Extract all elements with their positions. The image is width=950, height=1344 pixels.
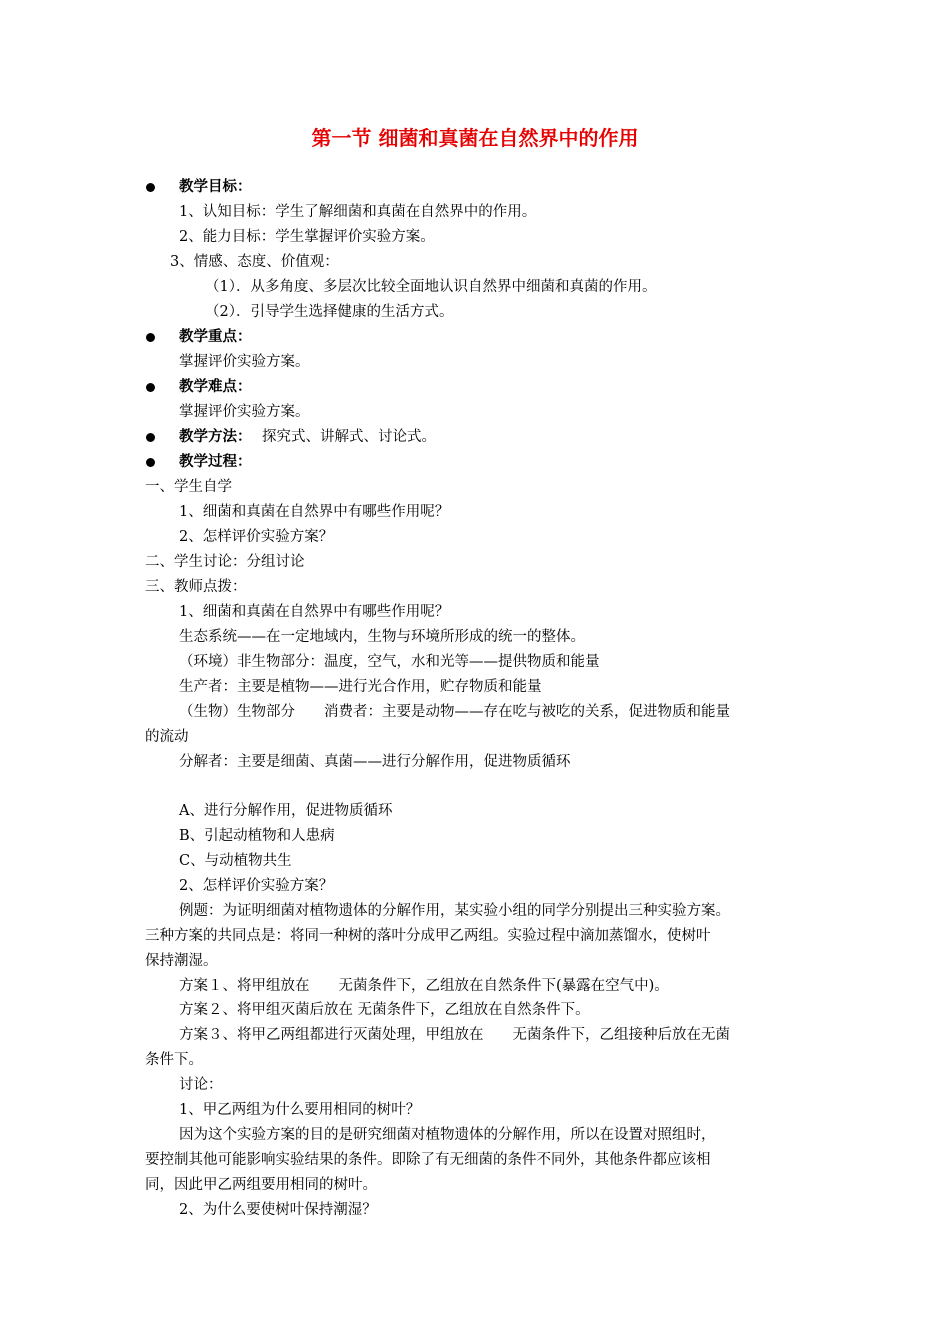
text-line: 掌握评价实验方案。 bbox=[179, 404, 310, 420]
text-line: 二、学生讨论：分组讨论 bbox=[145, 554, 305, 570]
bullet-icon bbox=[146, 383, 155, 392]
text-line: A、进行分解作用，促进物质循环 bbox=[179, 803, 393, 819]
text-line: 的流动 bbox=[145, 729, 189, 745]
section-heading-key-points: 教学重点： bbox=[179, 329, 252, 345]
document-title: 第一节 细菌和真菌在自然界中的作用 bbox=[311, 126, 639, 150]
text-line: 1、细菌和真菌在自然界中有哪些作用呢？ bbox=[179, 504, 450, 520]
text-line: 方案３、将甲乙两组都进行灭菌处理，甲组放在 无菌条件下，乙组接种后放在无菌 bbox=[179, 1027, 730, 1043]
section-heading-methods: 教学方法： bbox=[179, 429, 252, 445]
text-line: C、与动植物共生 bbox=[179, 853, 292, 869]
section-heading-process: 教学过程： bbox=[179, 454, 252, 470]
text-line: 1、甲乙两组为什么要用相同的树叶？ bbox=[179, 1102, 421, 1118]
text-line: 1、细菌和真菌在自然界中有哪些作用呢？ bbox=[179, 604, 450, 620]
text-line: 方案１、将甲组放在 无菌条件下，乙组放在自然条件下(暴露在空气中)。 bbox=[179, 978, 669, 994]
bullet-icon bbox=[146, 183, 155, 192]
text-line: 同，因此甲乙两组要用相同的树叶。 bbox=[145, 1177, 377, 1193]
text-line: 分解者：主要是细菌、真菌——进行分解作用，促进物质循环 bbox=[179, 754, 571, 770]
bullet-icon bbox=[146, 433, 155, 442]
text-line: 2、为什么要使树叶保持潮湿？ bbox=[179, 1202, 377, 1218]
text-line: （2）．引导学生选择健康的生活方式。 bbox=[205, 304, 454, 320]
text-line: 例题：为证明细菌对植物遗体的分解作用，某实验小组的同学分别提出三种实验方案。 bbox=[179, 903, 730, 919]
text-line: 三种方案的共同点是：将同一种树的落叶分成甲乙两组。实验过程中滴加蒸馏水，使树叶 bbox=[145, 928, 711, 944]
text-line: 1、认知目标：学生了解细菌和真菌在自然界中的作用。 bbox=[179, 204, 537, 220]
text-line: （1）．从多角度、多层次比较全面地认识自然界中细菌和真菌的作用。 bbox=[205, 279, 657, 295]
text-line: 生产者：主要是植物——进行光合作用，贮存物质和能量 bbox=[179, 679, 542, 695]
text-line: 方案２、将甲组灭菌后放在 无菌条件下，乙组放在自然条件下。 bbox=[179, 1002, 590, 1018]
text-line: B、引起动植物和人患病 bbox=[179, 828, 335, 844]
text-line: 保持潮湿。 bbox=[145, 953, 218, 969]
section-heading-objectives: 教学目标： bbox=[179, 179, 252, 195]
text-line: （生物）生物部分 消费者：主要是动物——存在吃与被吃的关系，促进物质和能量 bbox=[179, 704, 730, 720]
text-line: 讨论： bbox=[179, 1077, 223, 1093]
text-line: （环境）非生物部分：温度，空气，水和光等——提供物质和能量 bbox=[179, 654, 600, 670]
text-line: 掌握评价实验方案。 bbox=[179, 354, 310, 370]
text-line: 三、教师点拨： bbox=[145, 579, 247, 595]
bullet-icon bbox=[146, 458, 155, 467]
text-line: 探究式、讲解式、讨论式。 bbox=[262, 429, 436, 445]
text-line: 2、怎样评价实验方案？ bbox=[179, 878, 334, 894]
text-line: 2、能力目标：学生掌握评价实验方案。 bbox=[179, 229, 435, 245]
text-line: 条件下。 bbox=[145, 1052, 203, 1068]
text-line: 一、学生自学 bbox=[145, 479, 232, 495]
text-line: 2、怎样评价实验方案？ bbox=[179, 529, 334, 545]
text-line: 因为这个实验方案的目的是研究细菌对植物遗体的分解作用，所以在设置对照组时， bbox=[179, 1127, 716, 1143]
text-line: 生态系统——在一定地域内，生物与环境所形成的统一的整体。 bbox=[179, 629, 585, 645]
bullet-icon bbox=[146, 333, 155, 342]
text-line: 要控制其他可能影响实验结果的条件。即除了有无细菌的条件不同外，其他条件都应该相 bbox=[145, 1152, 711, 1168]
text-line: 3、情感、态度、价值观： bbox=[170, 254, 339, 270]
section-heading-difficulties: 教学难点： bbox=[179, 379, 252, 395]
